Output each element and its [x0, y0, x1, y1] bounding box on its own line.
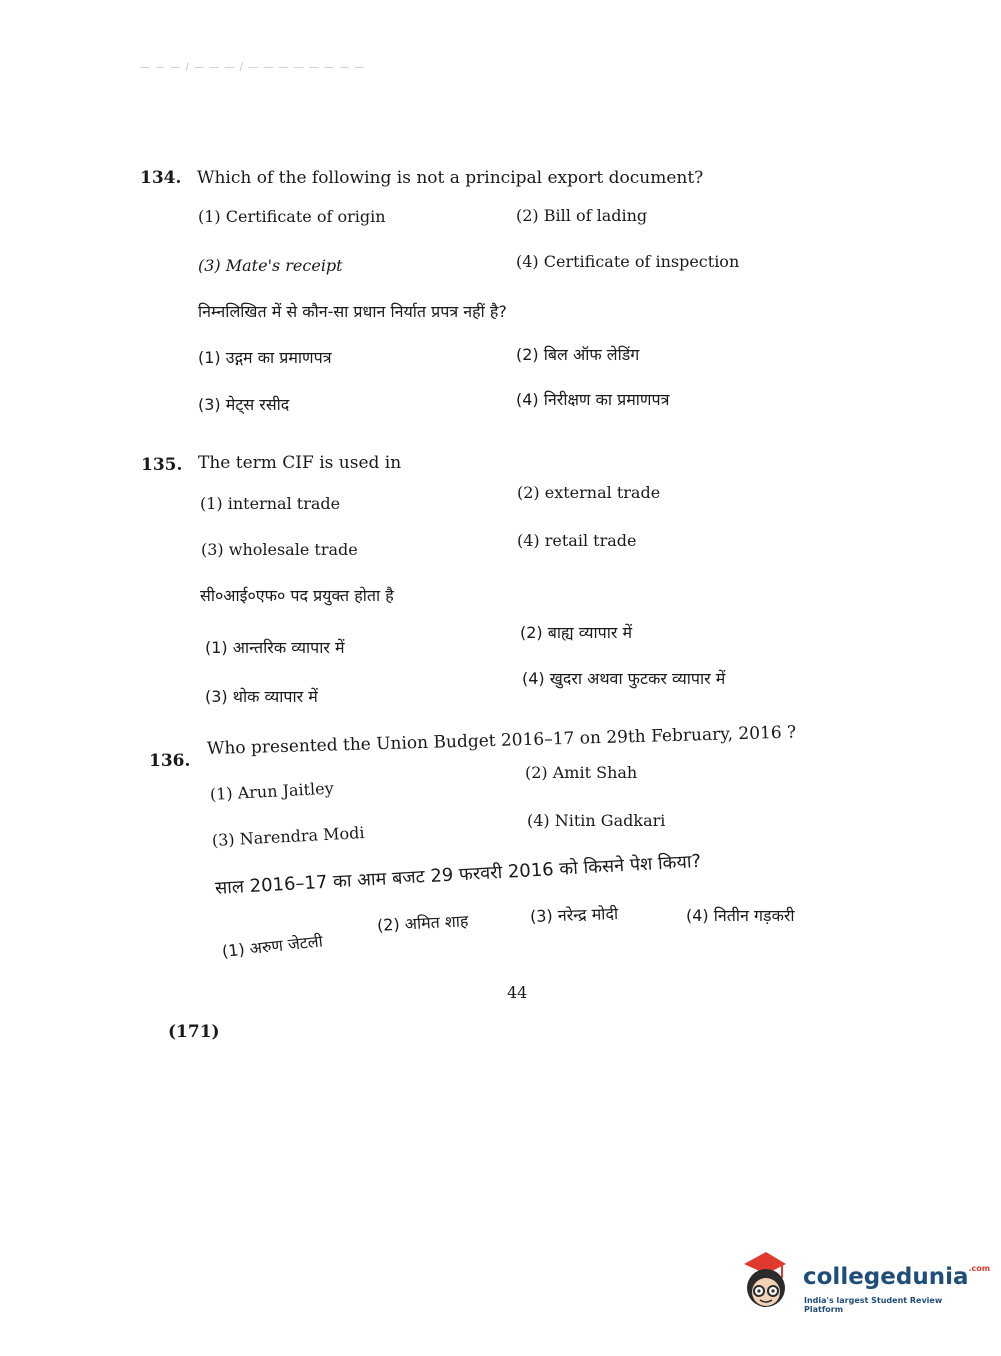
- option-en-3: (3) wholesale trade: [201, 540, 358, 559]
- option-en-3: (3) Mate's receipt: [198, 256, 343, 275]
- question-number: 134.: [140, 168, 182, 188]
- booklet-code: (171): [168, 1022, 220, 1042]
- brand-name: [803, 1264, 990, 1290]
- question-number: 136.: [149, 751, 191, 771]
- option-hi-4: (4) निरीक्षण का प्रमाणपत्र: [516, 390, 670, 409]
- option-en-2: (2) Bill of lading: [516, 206, 648, 225]
- page-number: 44: [507, 983, 528, 1002]
- option-hi-1: (1) उद्गम का प्रमाणपत्र: [198, 348, 332, 367]
- option-en-1: (1) internal trade: [200, 494, 341, 513]
- question-text-en: The term CIF is used in: [198, 453, 402, 473]
- option-en-1: (1) Arun Jaitley: [209, 778, 335, 804]
- option-hi-3: (3) नरेन्द्र मोदी: [529, 903, 619, 926]
- question-text-hi: सी०आई०एफ० पद प्रयुक्त होता है: [200, 586, 394, 605]
- option-hi-3: (3) मेट्स रसीद: [198, 395, 290, 414]
- mascot-icon: [740, 1250, 800, 1312]
- question-text-en: Which of the following is not a principal export document?: [197, 168, 704, 188]
- question-text-en: Who presented the Union Budget 2016–17 on 29th February, 2016 ?: [206, 722, 797, 759]
- brand-text: collegedunia: [803, 1264, 969, 1290]
- brand-suffix: .com: [968, 1264, 991, 1273]
- collegedunia-watermark: [740, 1250, 991, 1320]
- question-text-hi: निम्नलिखित में से कौन-सा प्रधान निर्यात प्रपत्र नहीं है?: [198, 302, 507, 321]
- option-en-2: (2) external trade: [517, 483, 661, 502]
- option-en-4: (4) retail trade: [517, 531, 637, 550]
- option-en-3: (3) Narendra Modi: [211, 823, 365, 850]
- brand-tagline: India's largest Student Review Platform: [804, 1296, 943, 1314]
- option-hi-4: (4) खुदरा अथवा फुटकर व्यापार में: [522, 669, 726, 688]
- option-en-4: (4) Certificate of inspection: [516, 252, 740, 271]
- option-hi-1: (1) आन्तरिक व्यापार में: [205, 638, 345, 657]
- question-number: 135.: [141, 455, 183, 475]
- option-hi-2: (2) बाह्य व्यापार में: [520, 623, 633, 642]
- option-hi-2: (2) बिल ऑफ लेडिंग: [516, 345, 640, 364]
- header-mark: — — — / — — — / — — — — — — — —: [140, 62, 366, 73]
- option-en-2: (2) Amit Shah: [525, 763, 638, 782]
- option-hi-4: (4) नितीन गड़करी: [686, 906, 795, 925]
- option-hi-2: (2) अमित शाह: [376, 911, 469, 935]
- question-text-hi: साल 2016–17 का आम बजट 29 फरवरी 2016 को किसने पेश किया?: [214, 850, 702, 899]
- option-en-4: (4) Nitin Gadkari: [527, 811, 666, 830]
- option-en-1: (1) Certificate of origin: [198, 207, 386, 226]
- option-hi-1: (1) अरुण जेटली: [221, 931, 324, 961]
- option-hi-3: (3) थोक व्यापार में: [205, 687, 318, 706]
